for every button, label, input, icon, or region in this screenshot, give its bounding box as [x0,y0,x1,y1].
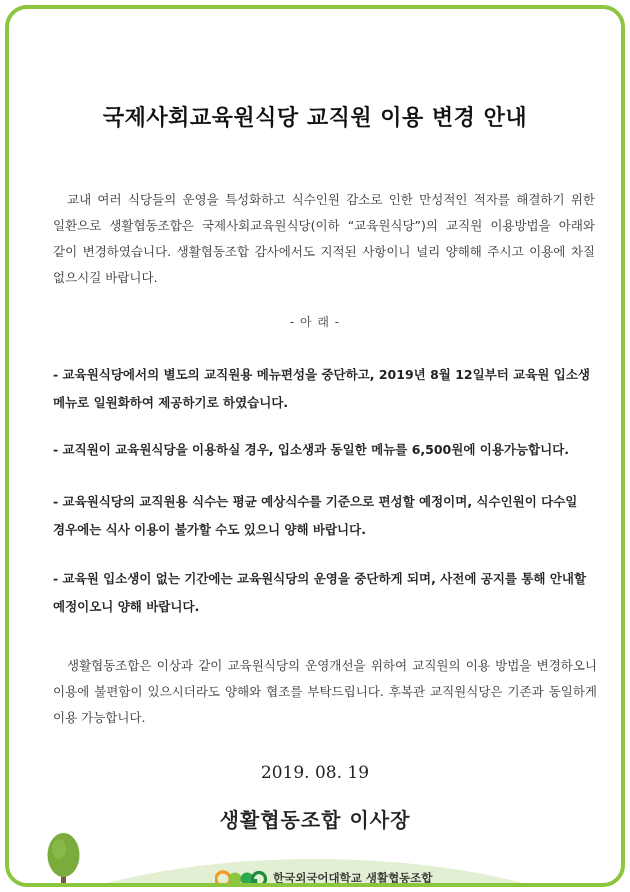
org-name: 한국외국어대학교 생활협동조합 [273,871,433,885]
section-divider-label: - 아 래 - [289,315,341,329]
coop-logo [215,867,433,887]
closing-paragraph: 생활협동조합은 이상과 같이 교육원식당의 운영개선을 위하여 교직원의 이용 방법을 변경하오니 이용에 불편함이 있으시더라도 양해와 협조를 부탁드립니다. 후복관 교직원식당은 기존과 동일하게 이용 가능합니다. [53,658,597,725]
notice-item-3: - 교육원식당의 교직원용 식수는 평균 예상식수를 기준으로 편성할 예정이며, 식수인원이 다수일 경우에는 식사 이용이 불가할 수도 있으니 양해 바랍니다. [53,494,578,537]
notice-item-4: - 교육원 입소생이 없는 기간에는 교육원식당의 운영을 중단하게 되며, 사전에 공지를 통해 안내할 예정이오니 양해 바랍니다. [53,571,587,614]
notice-title: 국제사회교육원식당 교직원 이용 변경 안내 [102,106,528,131]
notice-item-1: - 교육원식당에서의 별도의 교직원용 메뉴편성을 중단하고, 2019년 8월 12일부터 교육원 입소생 메뉴로 일원화하여 제공하기로 하였습니다. [53,367,590,410]
notice-frame [5,5,625,887]
notice-date: 2019. 08. 19 [260,763,370,783]
tree-icon [39,831,89,887]
notice-item-2: - 교직원이 교육원식당을 이용하실 경우, 입소생과 동일한 메뉴를 6,500원에 이용가능합니다. [53,442,570,457]
coop-logo-icon [215,867,267,887]
intro-paragraph: 교내 여러 식당들의 운영을 특성화하고 식수인원 감소로 인한 만성적인 적자를 해결하기 위한 일환으로 생활협동조합은 국제사회교육원식당(이하 “교육원식당”)의 교직원 이용방법을 아래와 같이 변경하였습니다. 생활협동조합 감사에서도 지적된 사항이니 널리 양해해 주시고 이용에 차질 없으시길 바랍니다. [53,192,595,285]
signature: 생활협동조합 이사장 [219,808,411,832]
